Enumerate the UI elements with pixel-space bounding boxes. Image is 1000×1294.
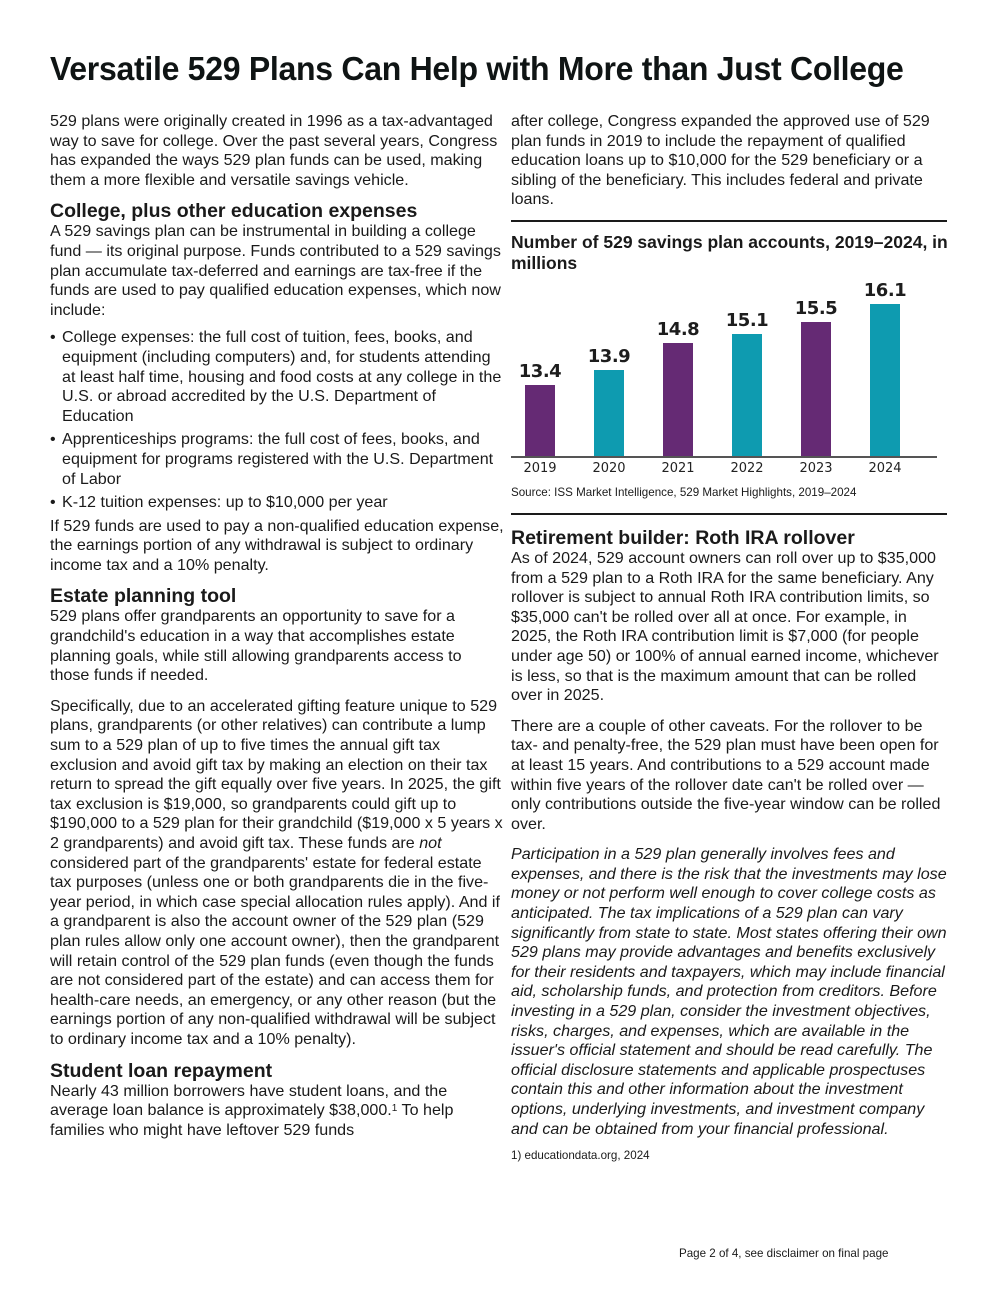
roth-paragraph-2: There are a couple of other caveats. For the rollover to be tax- and penalty-free, the 529 plan must have been open for at least 15 years. And contributions to a 529 account made within five years of the rollover date can't be rolled over — only contributions outside the five-year window can be rolled over.	[511, 716, 941, 833]
section-heading-roth: Retirement builder: Roth IRA rollover	[511, 526, 855, 549]
bullet-icon: •	[50, 328, 56, 347]
chart-bar-2021	[663, 343, 693, 456]
x-tick-label: 2020	[592, 460, 626, 476]
x-tick-label: 2024	[868, 460, 902, 476]
roth-paragraph-1: As of 2024, 529 account owners can roll over up to $35,000 from a 529 plan to a Roth IRA for the same beneficiary. Any rollover is subject to annual Roth IRA contribution limits, so $35,000 can't be rolled over all at once. For example, in 2025, the Roth IRA contribution limit is $7,000 (for people under age 50) or 100% of annual earned income, whichever is less, so that is the maximum amount that can be rolled over in 2025.	[511, 548, 939, 705]
loan-continued-paragraph: after college, Congress expanded the approved use of 529 plan funds in 2019 to include the repayment of qualified education loans up to $10,000 for the 529 beneficiary or a sibling of the beneficiary. This includes federal and private loans.	[511, 112, 930, 209]
list-item	[50, 430, 505, 489]
bullet-icon: •	[50, 430, 56, 449]
x-tick-label: 2022	[730, 460, 764, 476]
disclaimer-paragraph: Participation in a 529 plan generally involves fees and expenses, and there is the risk that the investments may lose money or not perform well enough to cover college costs as anticipated. The tax implications of a 529 plan can vary significantly from state to state. Most states offering their own 529 plans may provide advantages and benefits exclusively for their residents and taxpayers, which may include financial aid, scholarship funds, and protection from creditors. Before investing in a 529 plan, consider the investment objectives, risks, charges, and expenses, which are available in the issuer's official statement and should be read carefully. The official disclosure statements and applicable prospectuses contain this and other information about the investment options, underlying investments, and investment company and can be obtained from your financial professional.	[511, 845, 947, 1138]
estate-paragraph-1: 529 plans offer grandparents an opportunity to save for a grandchild's education in a way that accomplishes estate planning goals, while still allowing grandparents access to those funds if needed.	[50, 607, 462, 685]
bar-value-label: 16.1	[863, 279, 907, 301]
estate-text-b: considered part of the grandparents' estate for federal estate tax purposes (unless one or both grandparents die in the five-year period, in which case special allocation rules apply). And if a grandparent is also the account owner of the 529 plan (529 plan rules allow only one account owner), then the grandparent will retain control of the 529 plan funds (even though the funds are not considered part of the estate) and can access them for health-care needs, an emergency, or any other reason (but the earnings portion of any non-qualified withdrawal will be subject to ordinary income tax and a 10% penalty).	[50, 853, 500, 1048]
footnote: 1) educationdata.org, 2024	[511, 1149, 650, 1163]
right-column	[511, 112, 951, 1163]
estate-emphasis: not	[419, 834, 442, 852]
list-item	[50, 493, 505, 513]
bar-chart	[511, 279, 951, 482]
disclaimer-block	[511, 845, 951, 1139]
x-tick-label: 2021	[661, 460, 695, 476]
divider	[511, 220, 947, 222]
left-column	[50, 112, 505, 1140]
chart-bar-2023	[801, 322, 831, 456]
footnote-ref: 1	[391, 1103, 398, 1115]
list-item	[50, 328, 505, 426]
chart-bar-2020	[594, 370, 624, 456]
x-axis	[511, 456, 937, 458]
chart-bar-2022	[732, 334, 762, 456]
estate-paragraph-2	[50, 697, 505, 1050]
loan-paragraph	[50, 1082, 505, 1141]
loan-text-b: To help families who might have leftover 529 funds	[50, 1101, 454, 1139]
bar-value-label: 13.4	[518, 360, 562, 382]
qualified-expenses-list	[50, 328, 505, 512]
bar-value-label: 14.8	[656, 318, 700, 340]
list-item-text: College expenses: the full cost of tuition, fees, books, and equipment (including computers) and, for students attending at least half time, housing and food costs at any college in the U.S. or abroad accredited by the U.S. Department of Education	[62, 328, 502, 425]
loan-text-a: Nearly 43 million borrowers have student loans, and the average loan balance is approximately $38,000.	[50, 1081, 448, 1120]
x-tick-label: 2019	[523, 460, 557, 476]
intro-paragraph: 529 plans were originally created in 1996 as a tax-advantaged way to save for college. Over the past several years, Congress has expanded the ways 529 plan funds can be used, making them a more flexible and versatile savings vehicle.	[50, 112, 498, 189]
chart-bar-2024	[870, 304, 900, 456]
divider	[511, 513, 947, 515]
section-heading-loan: Student loan repayment	[50, 1059, 273, 1082]
chart-title: Number of 529 savings plan accounts, 2019–2024, in millions	[511, 231, 948, 273]
bar-value-label: 15.1	[725, 309, 769, 331]
estate-text-a: Specifically, due to an accelerated gifting feature unique to 529 plans, grandparents (or other relatives) can contribute a lump sum to a 529 plan of up to five times the annual gift tax exclusion and avoid gift tax by making an election on their tax return to spread the gift equally over five years. In 2025, the gift tax exclusion is $19,000, so grandparents could gift up to $190,000 to a 529 plan for their grandchild ($19,000 x 5 years x 2 grandparents) and avoid gift tax. These funds are	[50, 696, 503, 852]
bar-value-label: 13.9	[587, 345, 631, 367]
section-heading-estate: Estate planning tool	[50, 585, 237, 608]
non-qualified-paragraph: If 529 funds are used to pay a non-qualified education expense, the earnings portion of any withdrawal is subject to ordinary income tax and a 10% penalty.	[50, 516, 504, 574]
list-item-text: K-12 tuition expenses: up to $10,000 per year	[62, 493, 388, 512]
bar-value-label: 15.5	[794, 297, 838, 319]
page-footer: Page 2 of 4, see disclaimer on final page	[679, 1247, 889, 1260]
chart-source: Source: ISS Market Intelligence, 529 Market Highlights, 2019–2024	[511, 485, 857, 499]
page-title: Versatile 529 Plans Can Help with More than Just College	[50, 50, 904, 87]
x-tick-label: 2023	[799, 460, 833, 476]
bullet-icon: •	[50, 493, 56, 512]
college-paragraph: A 529 savings plan can be instrumental in building a college fund — its original purpose. Funds contributed to a 529 savings plan accumulate tax-deferred and earnings are tax-free if the funds are used to pay qualified education expenses, which now include:	[50, 222, 501, 319]
list-item-text: Apprenticeships programs: the full cost of fees, books, and equipment for programs registered with the U.S. Department of Labor	[62, 430, 494, 488]
chart-bar-2019	[525, 385, 555, 456]
section-heading-college: College, plus other education expenses	[50, 200, 418, 223]
